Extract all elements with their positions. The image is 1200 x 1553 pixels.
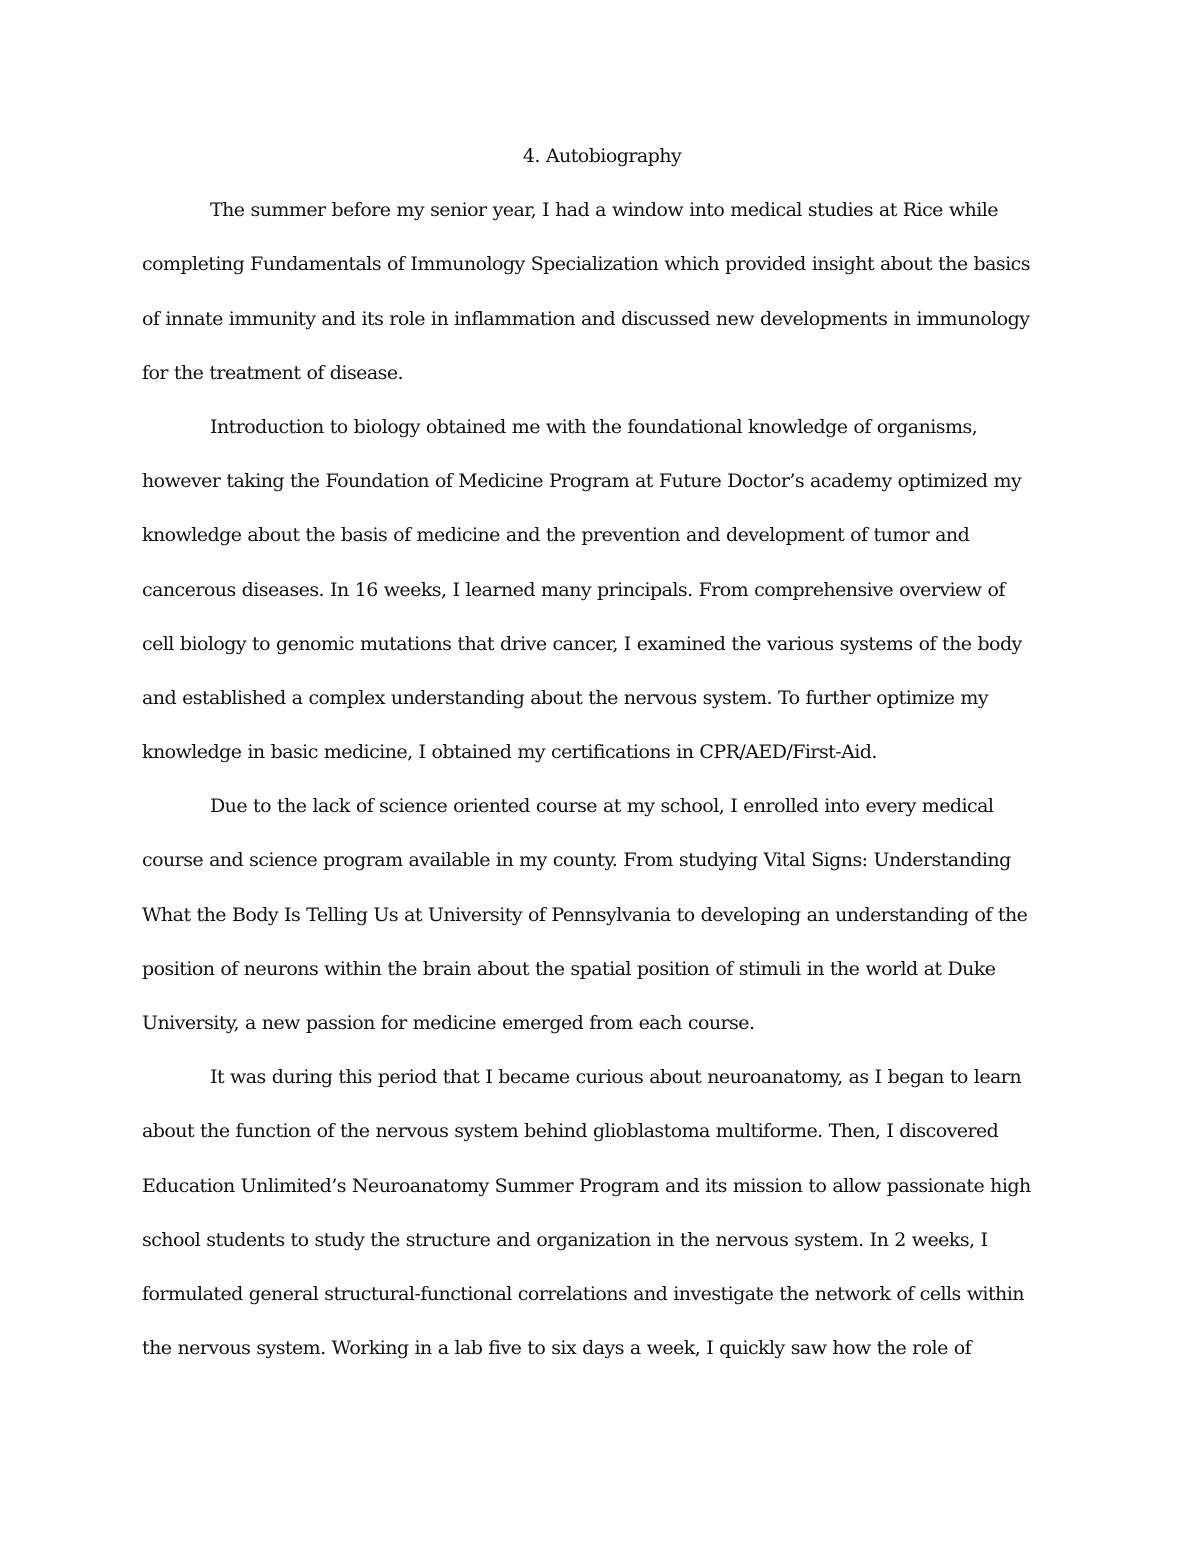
text-line: The summer before my senior year, I had a window into medical studies at Rice while: [210, 199, 998, 222]
paragraph-lines: [142, 183, 1062, 1375]
text-line: school students to study the structure and organization in the nervous system. In 2 weeks, I: [142, 1228, 988, 1251]
text-line: University, a new passion for medicine emerged from each course.: [142, 1012, 755, 1034]
text-line: Due to the lack of science oriented course at my school, I enrolled into every medical: [210, 795, 994, 818]
text-line: Education Unlimited’s Neuroanatomy Summer Program and its mission to allow passionate high: [142, 1174, 1031, 1197]
text-line: position of neurons within the brain about the spatial position of stimuli in the world at Duke: [142, 957, 996, 980]
text-line: however taking the Foundation of Medicine Program at Future Doctor’s academy optimized my: [142, 470, 1022, 493]
text-line: and established a complex understanding about the nervous system. To further optimize my: [142, 686, 989, 709]
text-line: knowledge in basic medicine, I obtained my certifications in CPR/AED/First-Aid.: [142, 741, 877, 764]
text-line: for the treatment of disease.: [142, 361, 404, 384]
text-line: Introduction to biology obtained me with the foundational knowledge of organisms,: [210, 415, 978, 438]
text-line: the nervous system. Working in a lab five to six days a week, I quickly saw how the role of: [142, 1337, 972, 1360]
text-line: course and science program available in my county. From studying Vital Signs: Understanding: [142, 849, 1011, 872]
document-title: 4. Autobiography: [522, 145, 682, 167]
text-line: of innate immunity and its role in inflammation and discussed new developments in immunology: [142, 307, 1030, 330]
text-line: What the Body Is Telling Us at University of Pennsylvania to developing an understanding of the: [142, 903, 1028, 926]
text-line: It was during this period that I became curious about neuroanatomy, as I began to learn: [210, 1066, 1022, 1089]
text-line: knowledge about the basis of medicine and the prevention and development of tumor and: [142, 524, 970, 547]
text-line: cancerous diseases. In 16 weeks, I learned many principals. From comprehensive overview of: [142, 578, 1005, 601]
text-line: cell biology to genomic mutations that drive cancer, I examined the various systems of the body: [142, 632, 1022, 655]
text-line: about the function of the nervous system behind glioblastoma multiforme. Then, I discovered: [142, 1120, 999, 1143]
document-body: [142, 129, 1062, 1375]
text-line: completing Fundamentals of Immunology Specialization which provided insight about the basics: [142, 253, 1030, 276]
text-line: formulated general structural-functional correlations and investigate the network of cells within: [142, 1282, 1024, 1305]
